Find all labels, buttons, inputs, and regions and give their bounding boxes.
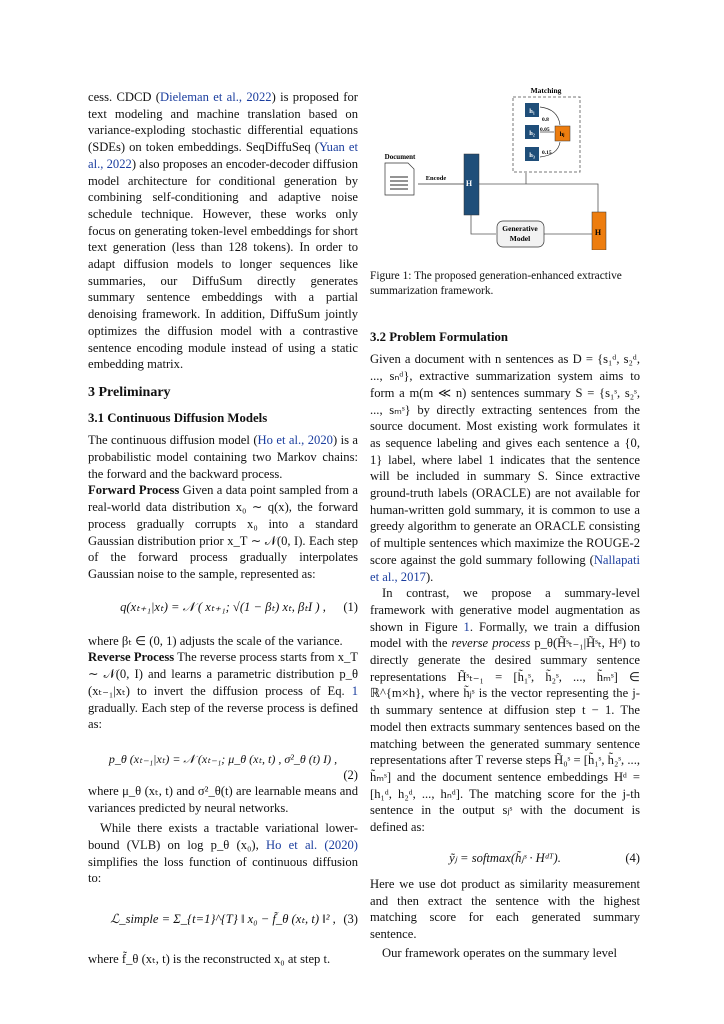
section-heading-preliminary: 3 Preliminary <box>88 384 171 400</box>
figure-ref-link[interactable]: 1 <box>463 619 470 634</box>
label: Model <box>509 234 531 243</box>
run-in-heading: Reverse Process <box>88 650 175 665</box>
citation-link[interactable]: Nallapati et al., 2017 <box>370 552 640 584</box>
right-column <box>370 85 640 961</box>
text: p_θ(H̃ˢₜ₋₁|H̃ˢₜ, Hᵈ) to directly generate the desired summary sentence representations H̃ˢₜ₋₁ = [h̃₁ˢ, h̃₂ˢ, ..., h̃ₘˢ] ∈ ℝ^{m×h}, where h̃ⱼˢ is the vector representing the j-th summary sentence at diffusion step t − 1. The model then extracts summary sentences based on the matching between the generated summary sentence representations after T reverse steps H̃₀ˢ = [h̃₁ˢ, h̃₂ˢ, ..., h̃ₘˢ] and the document sentence embeddings Hᵈ = [h₁ᵈ, h₂ᵈ, ..., hₙᵈ]. The matching score for the j-th sentence in the output sⱼˢ with the document is defined as: <box>370 636 640 835</box>
text: ) is a probabilistic model containing two Markov chains: the forward and the backward process. <box>88 433 359 481</box>
text: ) also proposes an encoder-decoder diffusion model architecture for conditional generation by combining self-conditioning and adaptive noise schedule technique. However, these works only focus on generating token-level embeddings for short text generation (less than 128 tokens). In order to adapt diffusion models to longer sequences like summaries, our DiffuSum directly generates summary sentence embeddings with a partial denoising framework. In addition, DiffuSum jointly optimizes the diffusion model with a contrastive sentence encoding module instead of using a static embedding matrix. <box>88 156 358 372</box>
problem-paragraph <box>370 351 640 585</box>
label: hⱼ <box>559 131 565 138</box>
mu-sigma-paragraph: where μ_θ (xₜ, t) and σ²_θ(t) are learnable means and variances predicted by neural networks. <box>88 783 358 815</box>
text: In contrast, we propose a summary-level framework with generative model augmentation as shown in Figure <box>370 586 640 634</box>
equation-body: ℒ_simple = Σ_{t=1}^{T} ‖ x₀ − f̃_θ (xₜ, t) ‖² , <box>110 912 336 927</box>
equation-2 <box>88 733 358 783</box>
run-in-heading: Forward Process <box>88 483 180 498</box>
text: The continuous diffusion model ( <box>88 433 258 448</box>
contrast-paragraph <box>370 585 640 836</box>
citation-link[interactable]: Dieleman et al., 2022 <box>159 90 272 104</box>
text: The reverse process starts from x_T ∼ 𝒩(0, I) and learns a parametric distribution p_θ (xₜ₋₁|xₜ) to invert the diffusion process of Eq. <box>88 650 358 698</box>
label: Generative <box>502 224 538 233</box>
equation-body: p_θ (xₜ₋₁|xₜ) = 𝒩 (xₜ₋₁; μ_θ (xₜ, t) , σ²_θ (t) I) , <box>108 751 338 766</box>
equation-ref-link[interactable]: 1 <box>351 683 358 698</box>
label: h₃ <box>529 152 535 159</box>
equation-1 <box>88 583 358 633</box>
figure-label-encode: Encode <box>425 175 447 182</box>
label: H <box>594 228 602 237</box>
subsection-heading-problem-formulation: 3.2 Problem Formulation <box>370 329 509 344</box>
citation-link[interactable]: Ho et al., 2020 <box>257 433 333 448</box>
citation-link[interactable]: Yuan et al., 2022 <box>88 140 358 171</box>
forward-process-paragraph <box>88 482 358 582</box>
text: Given a document with n sentences as D = {s₁ᵈ, s₂ᵈ, ..., sₙᵈ}, extractive summarization system aims to form a m(m ≪ n) sentences summary S = {s₁ˢ, s₂ˢ, ..., sₘˢ} by directly extracting sentences from the source document. Most existing work formulates it as sequence labeling and gives each sentence a {0, 1} label, where label 1 indicates that the sentence will be included in summary S. Since extractive ground-truth labels (ORACLE) are not available for human-written gold summary, it is common to use a greedy algorithm to generate an ORACLE consisting of multiple sentences which maximize the ROUGE-2 score against the gold summary following ( <box>370 352 640 567</box>
equation-number: (1) <box>343 599 358 614</box>
vlb-paragraph <box>88 820 358 887</box>
document-icon <box>385 163 414 195</box>
text: Given a data point sampled from a real-world data distribution x₀ ∼ q(x), the forward process gradually corrupts x₀ into a standard Gaussian distribution prior x_T ∼ 𝒩(0, I). Each step of the forward process gradually interpolates Gaussian noise to the sample, represented as: <box>88 483 359 581</box>
score-label: 0.05 <box>540 127 550 133</box>
connector-line <box>479 173 598 212</box>
text: cess. CDCD ( <box>88 90 160 104</box>
figure-caption: Figure 1: The proposed generation-enhanced extractive summarization framework. <box>370 269 622 297</box>
equation-body: q(xₜ₊₁|xₜ) = 𝒩 ( xₜ₊₁; √(1 − βₜ) xₜ, βₜI ) , <box>120 599 326 614</box>
equation-number: (2) <box>343 767 358 782</box>
left-column <box>88 89 358 968</box>
label: h₁ <box>529 108 535 115</box>
framework-paragraph: Our framework operates on the summary level <box>382 945 618 960</box>
score-label: 0.15 <box>542 150 552 156</box>
text: ). <box>425 569 434 584</box>
dot-product-paragraph: Here we use dot product as similarity measurement and then extract the sentence with the highest matching score for each generated summary sentence. <box>370 876 640 941</box>
text: ) is proposed for text modeling and machine translation based on variance-exploding stochastic differential equations (SDEs) on token embeddings. SeqDiffuSeq ( <box>88 90 358 155</box>
text: gradually. Each step of the reverse process is defined as: <box>88 700 358 732</box>
equation-body: ỹⱼ = softmax(h̃ⱼˢ · Hᵈᵀ). <box>449 850 561 865</box>
figure-label-matching: Matching <box>530 86 562 95</box>
equation-3 <box>88 887 358 951</box>
subsection-heading-continuous-diffusion: 3.1 Continuous Diffusion Models <box>88 410 268 425</box>
emphasis: reverse process <box>451 636 531 651</box>
related-work-paragraph <box>88 89 358 373</box>
diffusion-intro-paragraph <box>88 432 358 482</box>
reconstruction-paragraph: where f̃_θ (xₜ, t) is the reconstructed x₀ at step t. <box>88 952 331 967</box>
text: . Formally, we train a diffusion model with the <box>370 619 640 651</box>
citation-link[interactable]: Ho et al. (2020) <box>266 838 358 853</box>
figure-label-document: Document <box>384 153 416 161</box>
equation-number: (3) <box>343 912 358 927</box>
score-label: 0.8 <box>542 117 549 123</box>
equation-4 <box>370 836 640 876</box>
text: While there exists a tractable variational lower-bound (VLB) on log p_θ (x₀), <box>88 821 358 853</box>
equation-number: (4) <box>625 850 640 865</box>
framework-figure <box>370 85 640 250</box>
reverse-process-paragraph <box>88 649 358 733</box>
label: H <box>465 179 473 188</box>
beta-paragraph: where βₜ ∈ (0, 1) adjusts the scale of the variance. <box>88 633 343 648</box>
label: h₂ <box>529 130 535 137</box>
text: simplifies the loss function of continuous diffusion to: <box>88 854 358 886</box>
